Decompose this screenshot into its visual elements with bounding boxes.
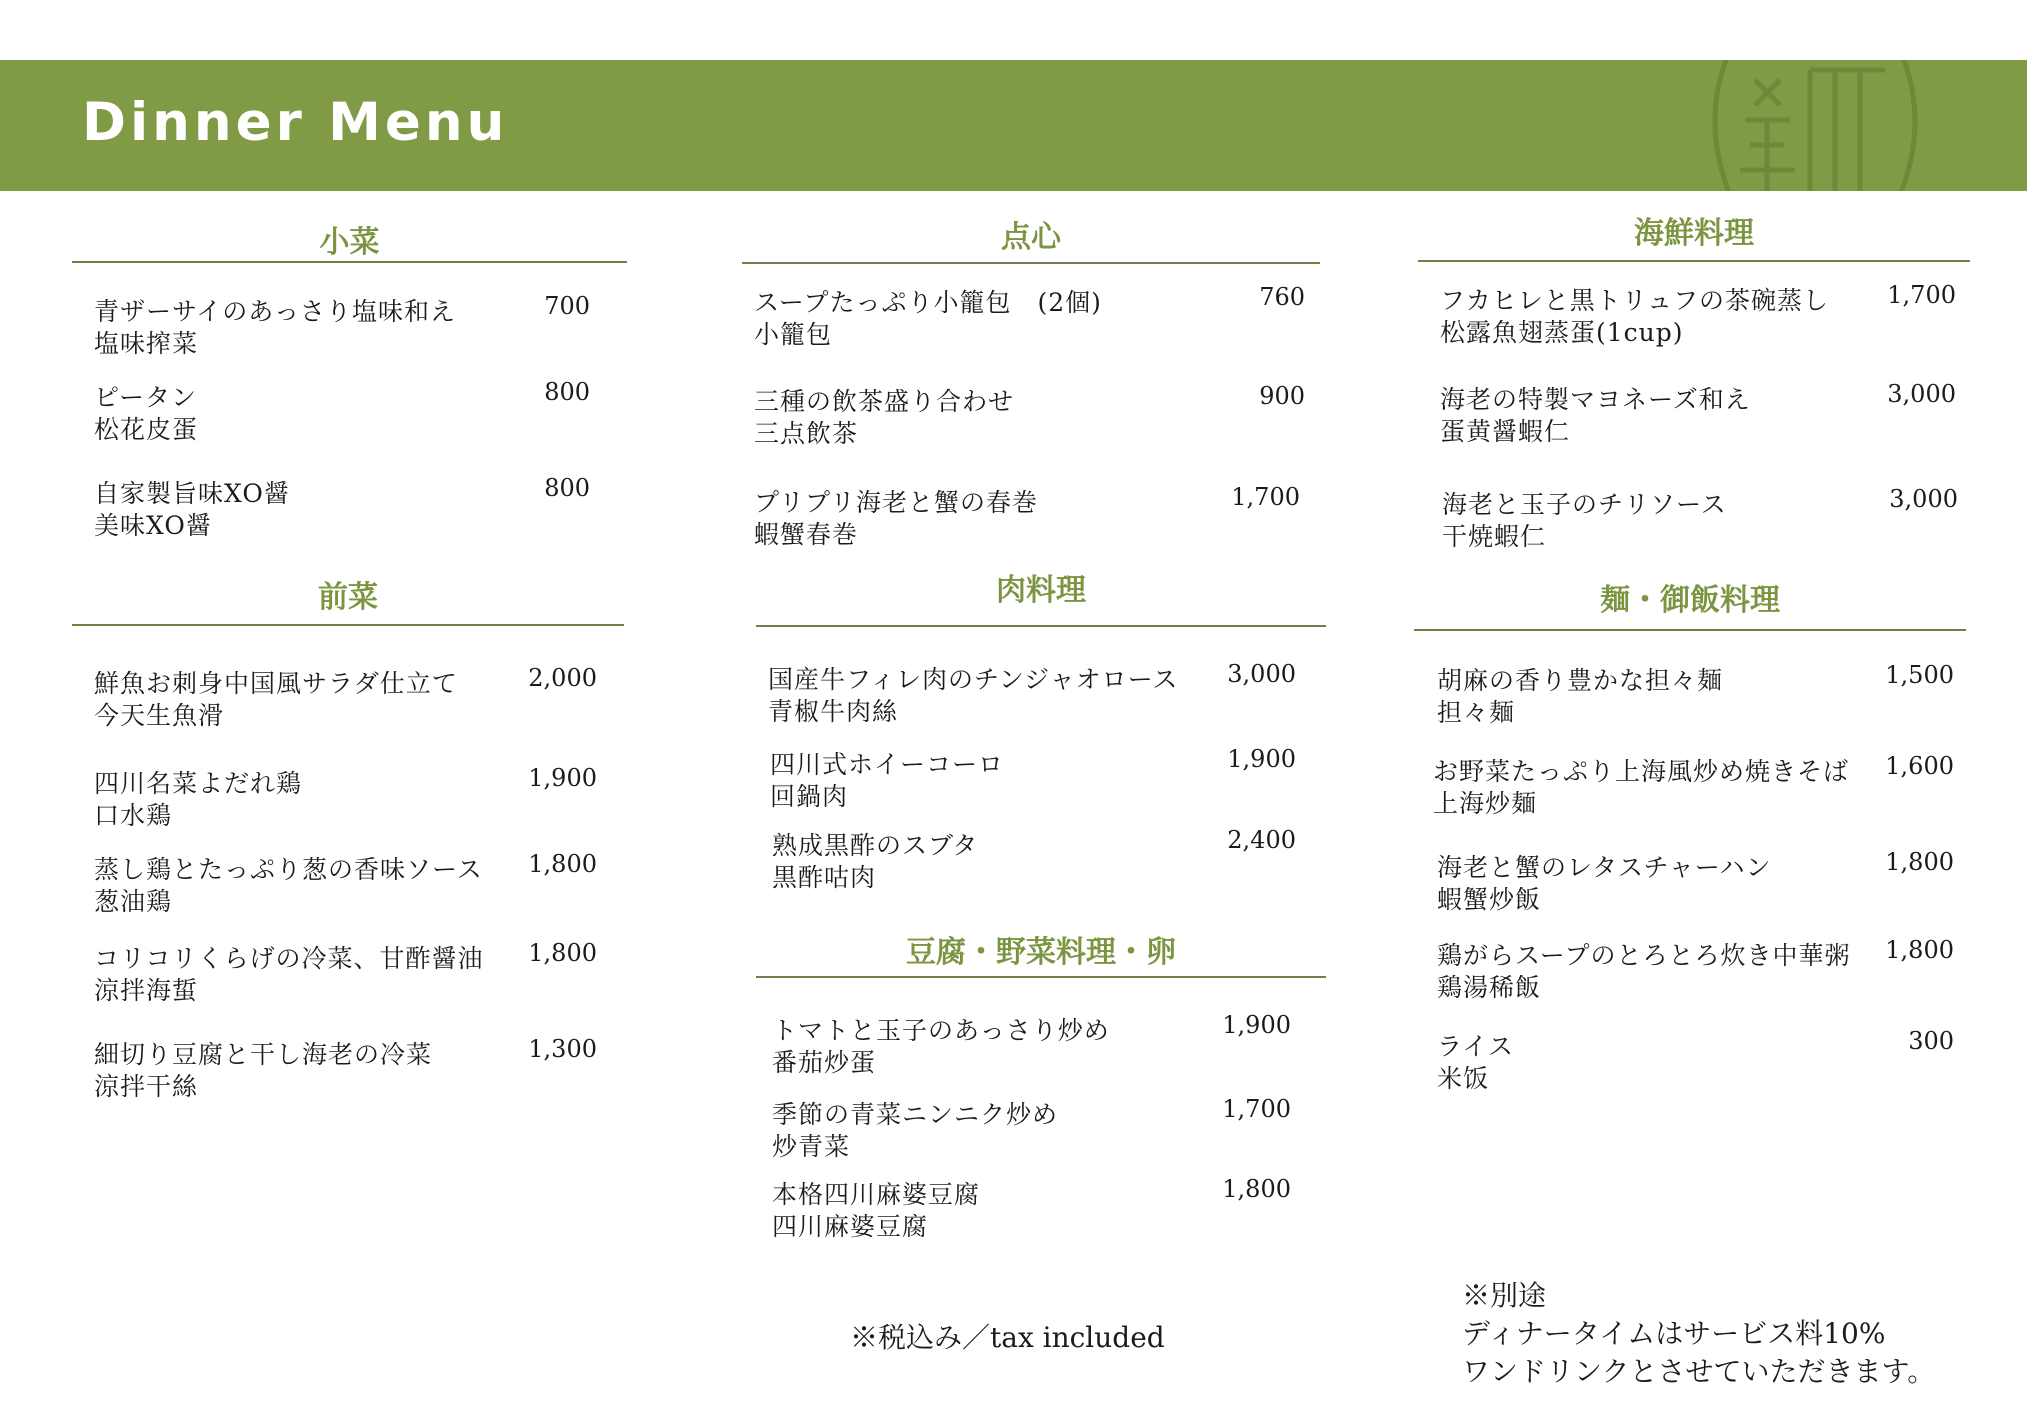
item-name: 海老と蟹のレタスチャーハン [1437, 853, 1772, 882]
item-price: 1,700 [1887, 281, 1956, 309]
item-name: フカヒレと黒トリュフの茶碗蒸し [1440, 286, 1830, 315]
section-kaisen [1418, 203, 1970, 553]
section-divider [72, 624, 624, 626]
service-note-line: ※別途 [1462, 1279, 1547, 1312]
item-subtitle: 涼拌海蜇 [94, 976, 199, 1005]
section-divider [1414, 629, 1966, 631]
item-subtitle: 干焼蝦仁 [1442, 522, 1547, 551]
section-title: 前菜 [318, 580, 378, 615]
section-tofu [756, 922, 1326, 1242]
item-subtitle: 塩味搾菜 [94, 329, 199, 358]
item-name: プリプリ海老と蟹の春巻 [754, 488, 1039, 517]
item-subtitle: 米饭 [1437, 1064, 1490, 1093]
tax-note: ※税込み／tax included [850, 1321, 1165, 1354]
item-name: 蒸し鶏とたっぷり葱の香味ソース [94, 855, 483, 884]
section-divider [756, 625, 1326, 627]
item-name: 海老と玉子のチリソース [1442, 490, 1727, 519]
item-subtitle: 四川麻婆豆腐 [772, 1212, 929, 1241]
item-name: ピータン [94, 383, 198, 412]
service-note-line: ディナータイムはサービス料10% [1462, 1317, 1886, 1350]
item-price: 3,000 [1887, 380, 1956, 408]
item-name: 青ザーサイのあっさり塩味和え [94, 297, 457, 326]
item-subtitle: 今天生魚滑 [94, 701, 225, 730]
item-name: 鶏がらスープのとろとろ炊き中華粥 [1437, 941, 1851, 970]
item-name: ライス [1437, 1032, 1515, 1061]
section-title: 海鮮料理 [1634, 216, 1754, 251]
item-price: 800 [544, 474, 590, 502]
item-subtitle: 番茄炒蛋 [772, 1048, 877, 1077]
item-subtitle: 松露魚翅蒸蛋(1cup) [1440, 318, 1684, 347]
item-price: 1,900 [1222, 1011, 1291, 1039]
service-note-line: ワンドリンクとさせていただきます。 [1462, 1355, 1936, 1388]
item-price: 700 [544, 292, 590, 320]
item-name: 熟成黒酢のスブタ [772, 831, 979, 860]
item-subtitle: 葱油鶏 [94, 887, 173, 916]
item-price: 1,900 [1227, 745, 1296, 773]
item-price: 1,300 [528, 1035, 597, 1063]
section-divider [742, 262, 1320, 264]
item-name: コリコリくらげの冷菜、甘酢醤油 [94, 944, 484, 973]
item-price: 1,800 [1885, 848, 1954, 876]
item-price: 760 [1259, 283, 1305, 311]
item-subtitle: 上海炒麺 [1433, 789, 1538, 818]
section-title: 小菜 [319, 225, 380, 260]
item-subtitle: 黒酢咕肉 [772, 863, 877, 892]
item-subtitle: 担々麺 [1437, 698, 1516, 727]
item-name: 海老の特製マヨネーズ和え [1440, 385, 1751, 414]
item-subtitle: 回鍋肉 [770, 782, 849, 811]
item-name: スープたっぷり小籠包 (2個) [754, 288, 1102, 317]
item-name: 三種の飲茶盛り合わせ [754, 387, 1015, 416]
item-subtitle: 三点飲茶 [754, 419, 859, 448]
item-subtitle: 鶏湯稀飯 [1437, 973, 1542, 1002]
item-subtitle: 口水鶏 [94, 801, 173, 830]
item-price: 1,700 [1222, 1095, 1291, 1123]
item-subtitle: 青椒牛肉絲 [768, 697, 899, 726]
item-name: 細切り豆腐と干し海老の冷菜 [94, 1040, 433, 1069]
item-price: 1,800 [1885, 936, 1954, 964]
item-name: トマトと玉子のあっさり炒め [772, 1016, 1110, 1045]
item-price: 1,900 [528, 764, 597, 792]
item-price: 1,600 [1885, 752, 1954, 780]
item-subtitle: 蝦蟹炒飯 [1437, 885, 1542, 914]
item-subtitle: 炒青菜 [772, 1132, 851, 1161]
item-name: 四川式ホイーコーロ [770, 750, 1005, 779]
item-price: 1,800 [528, 850, 597, 878]
item-subtitle: 美味XO醤 [94, 511, 212, 540]
item-name: 季節の青菜ニンニク炒め [772, 1100, 1059, 1129]
item-name: 胡麻の香り豊かな担々麺 [1437, 666, 1724, 695]
section-title: 豆腐・野菜料理・卵 [906, 935, 1176, 970]
item-subtitle: 小籠包 [754, 320, 833, 349]
item-name: 四川名菜よだれ鶏 [94, 769, 303, 798]
section-xiaocai [72, 210, 627, 540]
item-price: 300 [1908, 1027, 1954, 1055]
item-price: 2,000 [528, 664, 597, 692]
section-niku [756, 560, 1326, 892]
section-title: 肉料理 [996, 573, 1086, 608]
item-price: 1,800 [528, 939, 597, 967]
section-divider [756, 976, 1326, 978]
section-divider [1418, 260, 1970, 262]
service-charge-note [1462, 1277, 1935, 1391]
section-divider [72, 261, 627, 263]
header-banner [0, 60, 2027, 191]
item-price: 1,700 [1231, 483, 1300, 511]
item-name: 国産牛フィレ肉のチンジャオロース [768, 665, 1179, 694]
item-name: 本格四川麻婆豆腐 [772, 1180, 981, 1209]
section-title: 点心 [1001, 220, 1061, 255]
page-title: Dinner Menu [82, 92, 509, 153]
item-name: 自家製旨味XO醤 [94, 479, 290, 508]
item-subtitle: 蝦蟹春巻 [754, 520, 859, 549]
section-zensai [72, 565, 624, 1105]
item-price: 900 [1259, 382, 1305, 410]
item-subtitle: 蛋黄醤蝦仁 [1440, 417, 1571, 446]
item-price: 3,000 [1889, 485, 1958, 513]
section-title: 麺・御飯料理 [1600, 583, 1780, 618]
item-price: 1,800 [1222, 1175, 1291, 1203]
section-tenshin [742, 205, 1320, 549]
item-name: お野菜たっぷり上海風炒め焼きそば [1433, 757, 1850, 786]
item-name: 鮮魚お刺身中国風サラダ仕立て [94, 669, 458, 698]
section-men [1414, 570, 1966, 1100]
brand-logo-icon [1700, 60, 1940, 191]
item-price: 3,000 [1227, 660, 1296, 688]
item-subtitle: 松花皮蛋 [94, 415, 199, 444]
item-price: 800 [544, 378, 590, 406]
item-price: 2,400 [1227, 826, 1296, 854]
item-price: 1,500 [1885, 661, 1954, 689]
item-subtitle: 涼拌干絲 [94, 1072, 199, 1101]
